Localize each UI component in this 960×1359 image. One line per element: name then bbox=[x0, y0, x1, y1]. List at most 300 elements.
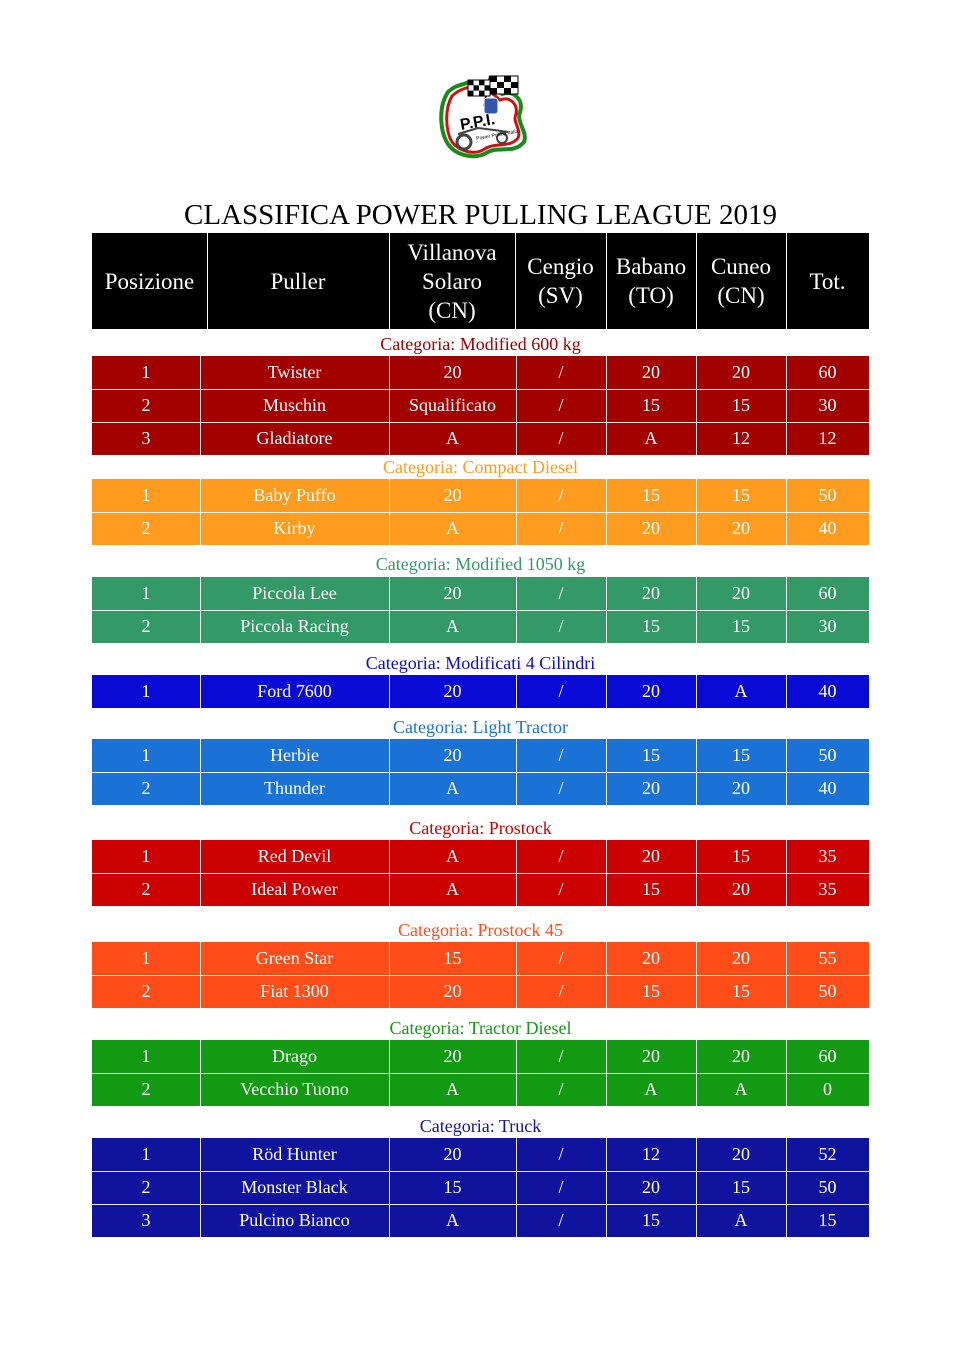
cell-divider bbox=[606, 356, 607, 389]
cell-divider bbox=[786, 772, 787, 805]
cell-divider bbox=[786, 512, 787, 545]
cell-total: 0 bbox=[823, 1079, 832, 1099]
cell-divider bbox=[389, 975, 390, 1008]
cell-puller: Vecchio Tuono bbox=[240, 1079, 349, 1099]
cell-babano: 15 bbox=[642, 395, 660, 415]
table-header bbox=[92, 233, 869, 329]
cell-divider bbox=[606, 675, 607, 708]
cell-cengio: / bbox=[558, 681, 564, 701]
cell-villanova: 15 bbox=[443, 1177, 462, 1197]
row-divider bbox=[92, 772, 869, 773]
row-divider bbox=[92, 975, 869, 976]
table-row bbox=[92, 675, 869, 708]
cell-divider bbox=[696, 873, 697, 906]
cell-divider bbox=[606, 389, 607, 422]
table-row bbox=[92, 772, 869, 805]
cell-cuneo: 20 bbox=[732, 879, 750, 899]
cell-divider bbox=[200, 675, 201, 708]
cell-villanova: A bbox=[446, 778, 459, 798]
table-row bbox=[92, 840, 869, 873]
cell-cuneo: A bbox=[734, 681, 748, 701]
table-row bbox=[92, 422, 869, 455]
cell-divider bbox=[516, 1171, 517, 1204]
table-row bbox=[92, 1040, 869, 1073]
cell-babano: A bbox=[644, 1079, 658, 1099]
cell-puller: Gladiatore bbox=[256, 428, 333, 448]
cell-position: 1 bbox=[141, 583, 151, 603]
cell-divider bbox=[516, 1204, 517, 1237]
cell-villanova: 20 bbox=[443, 583, 462, 603]
cell-divider bbox=[200, 512, 201, 545]
cell-divider bbox=[786, 675, 787, 708]
cell-divider bbox=[606, 942, 607, 975]
row-divider bbox=[92, 1073, 869, 1074]
cell-puller: Baby Puffo bbox=[253, 485, 336, 505]
cell-divider bbox=[696, 1073, 697, 1106]
cell-puller: Herbie bbox=[270, 745, 319, 765]
cell-position: 3 bbox=[141, 1210, 151, 1230]
cell-total: 50 bbox=[818, 981, 837, 1001]
cell-divider bbox=[696, 1138, 697, 1171]
cell-puller: Pulcino Bianco bbox=[239, 1210, 350, 1230]
cell-divider bbox=[389, 1204, 390, 1237]
cell-villanova: 20 bbox=[443, 681, 462, 701]
cell-divider bbox=[786, 422, 787, 455]
cell-position: 1 bbox=[141, 362, 151, 382]
cell-total: 15 bbox=[818, 1210, 837, 1230]
cell-puller: Twister bbox=[267, 362, 322, 382]
cell-cengio: / bbox=[558, 879, 564, 899]
cell-villanova: 20 bbox=[443, 485, 462, 505]
cell-divider bbox=[786, 389, 787, 422]
cell-divider bbox=[606, 873, 607, 906]
table-row bbox=[92, 975, 869, 1008]
cell-position: 2 bbox=[141, 778, 151, 798]
cell-cengio: / bbox=[558, 485, 564, 505]
cell-divider bbox=[389, 422, 390, 455]
cell-divider bbox=[516, 942, 517, 975]
cell-divider bbox=[696, 675, 697, 708]
cell-cengio: / bbox=[558, 846, 564, 866]
cell-cengio: / bbox=[558, 1210, 564, 1230]
cell-divider bbox=[786, 1073, 787, 1106]
ppi-logo bbox=[428, 72, 532, 168]
table-row bbox=[92, 942, 869, 975]
column-header-cengio: Cengio (SV) bbox=[527, 254, 594, 308]
cell-cuneo: 15 bbox=[732, 745, 750, 765]
cell-cuneo: 20 bbox=[732, 948, 750, 968]
category-label: Categoria: Prostock bbox=[409, 818, 552, 838]
cell-cengio: / bbox=[558, 948, 564, 968]
cell-cengio: / bbox=[558, 1079, 564, 1099]
cell-divider bbox=[786, 1204, 787, 1237]
cell-babano: 15 bbox=[642, 485, 660, 505]
cell-position: 1 bbox=[141, 745, 151, 765]
cell-divider bbox=[389, 942, 390, 975]
cell-position: 2 bbox=[141, 1079, 151, 1099]
cell-cengio: / bbox=[558, 362, 564, 382]
table-row bbox=[92, 1138, 869, 1171]
table-row bbox=[92, 577, 869, 610]
cell-puller: Ideal Power bbox=[251, 879, 338, 899]
cell-puller: Drago bbox=[272, 1046, 317, 1066]
cell-divider bbox=[200, 772, 201, 805]
cell-cengio: / bbox=[558, 745, 564, 765]
cell-divider bbox=[516, 512, 517, 545]
cell-cuneo: 20 bbox=[732, 1144, 750, 1164]
column-divider bbox=[606, 233, 607, 329]
cell-cuneo: 15 bbox=[732, 616, 750, 636]
cell-total: 50 bbox=[818, 745, 837, 765]
cell-babano: 20 bbox=[642, 1046, 660, 1066]
cell-divider bbox=[389, 1138, 390, 1171]
cell-divider bbox=[389, 479, 390, 512]
cell-divider bbox=[516, 1138, 517, 1171]
cell-babano: 15 bbox=[642, 981, 660, 1001]
cell-divider bbox=[606, 1171, 607, 1204]
cell-total: 40 bbox=[818, 778, 837, 798]
cell-divider bbox=[516, 356, 517, 389]
cell-villanova: A bbox=[446, 846, 459, 866]
cell-divider bbox=[516, 840, 517, 873]
table-row bbox=[92, 356, 869, 389]
cell-villanova: 20 bbox=[443, 362, 462, 382]
cell-divider bbox=[606, 840, 607, 873]
cell-total: 60 bbox=[818, 583, 837, 603]
category-label: Categoria: Prostock 45 bbox=[398, 920, 563, 940]
cell-babano: 15 bbox=[642, 616, 660, 636]
cell-puller: Piccola Racing bbox=[240, 616, 349, 636]
cell-cengio: / bbox=[558, 1144, 564, 1164]
cell-divider bbox=[606, 772, 607, 805]
cell-position: 2 bbox=[141, 616, 151, 636]
cell-divider bbox=[389, 772, 390, 805]
cell-divider bbox=[696, 610, 697, 643]
cell-divider bbox=[696, 577, 697, 610]
cell-divider bbox=[389, 675, 390, 708]
cell-divider bbox=[200, 422, 201, 455]
cell-divider bbox=[389, 840, 390, 873]
cell-divider bbox=[786, 975, 787, 1008]
cell-divider bbox=[696, 840, 697, 873]
cell-babano: 15 bbox=[642, 745, 660, 765]
cell-position: 2 bbox=[141, 518, 151, 538]
cell-villanova: 20 bbox=[443, 1046, 462, 1066]
cell-divider bbox=[389, 873, 390, 906]
cell-divider bbox=[200, 873, 201, 906]
category-label: Categoria: Light Tractor bbox=[393, 717, 568, 737]
cell-cuneo: 20 bbox=[732, 518, 750, 538]
cell-cengio: / bbox=[558, 778, 564, 798]
cell-total: 52 bbox=[818, 1144, 837, 1164]
cell-villanova: A bbox=[446, 428, 459, 448]
cell-villanova: 20 bbox=[443, 1144, 462, 1164]
cell-puller: Ford 7600 bbox=[257, 681, 332, 701]
cell-divider bbox=[516, 610, 517, 643]
cell-divider bbox=[696, 975, 697, 1008]
cell-position: 2 bbox=[141, 879, 151, 899]
cell-divider bbox=[696, 1171, 697, 1204]
cell-divider bbox=[389, 512, 390, 545]
cell-divider bbox=[389, 1171, 390, 1204]
cell-divider bbox=[389, 356, 390, 389]
cell-total: 60 bbox=[818, 1046, 837, 1066]
cell-cengio: / bbox=[558, 428, 564, 448]
cell-puller: Monster Black bbox=[241, 1177, 348, 1197]
cell-divider bbox=[606, 512, 607, 545]
cell-position: 2 bbox=[141, 981, 151, 1001]
cell-position: 1 bbox=[141, 1144, 151, 1164]
cell-divider bbox=[606, 1073, 607, 1106]
cell-total: 50 bbox=[818, 1177, 837, 1197]
cell-divider bbox=[516, 1073, 517, 1106]
cell-cengio: / bbox=[558, 981, 564, 1001]
cell-babano: 20 bbox=[642, 778, 660, 798]
cell-divider bbox=[200, 942, 201, 975]
column-divider bbox=[696, 233, 697, 329]
cell-divider bbox=[696, 942, 697, 975]
cell-cuneo: 20 bbox=[732, 778, 750, 798]
cell-divider bbox=[786, 577, 787, 610]
cell-divider bbox=[606, 422, 607, 455]
table-row bbox=[92, 512, 869, 545]
category-label: Categoria: Truck bbox=[419, 1116, 542, 1136]
cell-divider bbox=[200, 840, 201, 873]
cell-position: 2 bbox=[141, 1177, 151, 1197]
cell-cengio: / bbox=[558, 518, 564, 538]
cell-villanova: A bbox=[446, 518, 459, 538]
cell-puller: Piccola Lee bbox=[252, 583, 337, 603]
table-row bbox=[92, 739, 869, 772]
cell-cengio: / bbox=[558, 1177, 564, 1197]
cell-divider bbox=[389, 1040, 390, 1073]
cell-divider bbox=[606, 610, 607, 643]
column-header-puller: Puller bbox=[270, 268, 326, 294]
cell-cuneo: 20 bbox=[732, 1046, 750, 1066]
cell-divider bbox=[200, 1171, 201, 1204]
row-divider bbox=[92, 1171, 869, 1172]
cell-divider bbox=[200, 1073, 201, 1106]
cell-babano: 20 bbox=[642, 518, 660, 538]
column-divider bbox=[786, 233, 787, 329]
row-divider bbox=[92, 610, 869, 611]
cell-divider bbox=[786, 739, 787, 772]
cell-total: 50 bbox=[818, 485, 837, 505]
cell-divider bbox=[200, 1040, 201, 1073]
cell-divider bbox=[696, 512, 697, 545]
cell-divider bbox=[200, 1138, 201, 1171]
cell-divider bbox=[696, 739, 697, 772]
cell-divider bbox=[606, 975, 607, 1008]
cell-babano: 20 bbox=[642, 1177, 660, 1197]
cell-babano: 20 bbox=[642, 948, 660, 968]
cell-cengio: / bbox=[558, 1046, 564, 1066]
cell-divider bbox=[786, 873, 787, 906]
table-row bbox=[92, 1073, 869, 1106]
cell-total: 40 bbox=[818, 681, 837, 701]
cell-babano: 15 bbox=[642, 1210, 660, 1230]
cell-divider bbox=[516, 389, 517, 422]
row-divider bbox=[92, 873, 869, 874]
cell-puller: Red Devil bbox=[257, 846, 332, 866]
cell-divider bbox=[389, 610, 390, 643]
cell-babano: 15 bbox=[642, 879, 660, 899]
cell-divider bbox=[200, 975, 201, 1008]
page-title: CLASSIFICA POWER PULLING LEAGUE 2019 bbox=[184, 199, 777, 231]
column-header-total: Tot. bbox=[809, 268, 846, 294]
cell-babano: 20 bbox=[642, 583, 660, 603]
cell-divider bbox=[200, 739, 201, 772]
category-label: Categoria: Compact Diesel bbox=[383, 457, 578, 477]
cell-divider bbox=[516, 479, 517, 512]
cell-total: 60 bbox=[818, 362, 837, 382]
cell-divider bbox=[200, 356, 201, 389]
cell-puller: Röd Hunter bbox=[252, 1144, 337, 1164]
cell-villanova: A bbox=[446, 616, 459, 636]
cell-total: 12 bbox=[818, 428, 837, 448]
cell-villanova: A bbox=[446, 1210, 459, 1230]
cell-cengio: / bbox=[558, 616, 564, 636]
cell-divider bbox=[200, 1204, 201, 1237]
cell-divider bbox=[606, 479, 607, 512]
cell-position: 1 bbox=[141, 681, 151, 701]
cell-cuneo: 12 bbox=[732, 428, 750, 448]
cell-divider bbox=[516, 975, 517, 1008]
cell-cuneo: A bbox=[734, 1079, 748, 1099]
cell-divider bbox=[389, 739, 390, 772]
cell-position: 1 bbox=[141, 846, 151, 866]
cell-villanova: 20 bbox=[443, 981, 462, 1001]
cell-babano: A bbox=[644, 428, 658, 448]
cell-position: 3 bbox=[141, 428, 151, 448]
cell-divider bbox=[786, 1171, 787, 1204]
cell-divider bbox=[200, 479, 201, 512]
cell-villanova: 15 bbox=[443, 948, 462, 968]
cell-cuneo: 15 bbox=[732, 846, 750, 866]
cell-divider bbox=[606, 739, 607, 772]
cell-divider bbox=[786, 1138, 787, 1171]
row-divider bbox=[92, 512, 869, 513]
cell-cuneo: 15 bbox=[732, 981, 750, 1001]
category-label: Categoria: Tractor Diesel bbox=[389, 1018, 572, 1038]
cell-cuneo: 20 bbox=[732, 583, 750, 603]
cell-divider bbox=[696, 479, 697, 512]
cell-divider bbox=[516, 873, 517, 906]
row-divider bbox=[92, 389, 869, 390]
cell-divider bbox=[696, 1040, 697, 1073]
cell-divider bbox=[786, 942, 787, 975]
cell-total: 35 bbox=[818, 879, 837, 899]
cell-divider bbox=[389, 1073, 390, 1106]
cell-position: 1 bbox=[141, 1046, 151, 1066]
category-label: Categoria: Modificati 4 Cilindri bbox=[365, 653, 596, 673]
cell-divider bbox=[696, 1204, 697, 1237]
table-row bbox=[92, 389, 869, 422]
cell-divider bbox=[516, 577, 517, 610]
cell-divider bbox=[516, 739, 517, 772]
cell-divider bbox=[516, 422, 517, 455]
cell-babano: 20 bbox=[642, 681, 660, 701]
cell-cuneo: 20 bbox=[732, 362, 750, 382]
cell-total: 30 bbox=[818, 395, 837, 415]
row-divider bbox=[92, 422, 869, 423]
cell-divider bbox=[786, 1040, 787, 1073]
cell-cuneo: 15 bbox=[732, 1177, 750, 1197]
cell-divider bbox=[786, 479, 787, 512]
cell-divider bbox=[696, 356, 697, 389]
cell-position: 1 bbox=[141, 485, 151, 505]
table-row bbox=[92, 1171, 869, 1204]
column-divider bbox=[515, 233, 516, 329]
cell-divider bbox=[516, 675, 517, 708]
cell-total: 30 bbox=[818, 616, 837, 636]
table-row bbox=[92, 873, 869, 906]
cell-divider bbox=[606, 577, 607, 610]
cell-babano: 20 bbox=[642, 846, 660, 866]
cell-divider bbox=[200, 610, 201, 643]
cell-divider bbox=[696, 389, 697, 422]
cell-divider bbox=[389, 577, 390, 610]
cell-divider bbox=[786, 840, 787, 873]
cell-babano: 12 bbox=[642, 1144, 660, 1164]
cell-divider bbox=[606, 1040, 607, 1073]
category-label: Categoria: Modified 1050 kg bbox=[375, 554, 586, 574]
cell-villanova: A bbox=[446, 879, 459, 899]
cell-puller: Green Star bbox=[255, 948, 334, 968]
cell-divider bbox=[786, 610, 787, 643]
cell-total: 35 bbox=[818, 846, 837, 866]
ppi-logo-icon bbox=[428, 72, 532, 168]
svg-text:P.P.I.: P.P.I. bbox=[458, 111, 497, 134]
cell-divider bbox=[606, 1204, 607, 1237]
cell-divider bbox=[516, 1040, 517, 1073]
cell-cengio: / bbox=[558, 583, 564, 603]
column-divider bbox=[389, 233, 390, 329]
cell-cuneo: 15 bbox=[732, 395, 750, 415]
cell-total: 55 bbox=[818, 948, 837, 968]
row-divider bbox=[92, 1204, 869, 1205]
column-header-babano: Babano (TO) bbox=[615, 254, 687, 308]
cell-puller: Fiat 1300 bbox=[260, 981, 329, 1001]
cell-divider bbox=[606, 1138, 607, 1171]
cell-cuneo: A bbox=[734, 1210, 748, 1230]
cell-villanova: Squalificato bbox=[409, 395, 496, 415]
cell-cengio: / bbox=[558, 395, 564, 415]
column-header-cuneo: Cuneo (CN) bbox=[710, 254, 772, 308]
column-divider bbox=[207, 233, 208, 329]
cell-cuneo: 15 bbox=[732, 485, 750, 505]
category-label: Categoria: Modified 600 kg bbox=[380, 334, 581, 354]
cell-divider bbox=[786, 356, 787, 389]
cell-babano: 20 bbox=[642, 362, 660, 382]
table-row bbox=[92, 479, 869, 512]
cell-divider bbox=[516, 772, 517, 805]
cell-villanova: A bbox=[446, 1079, 459, 1099]
cell-divider bbox=[696, 422, 697, 455]
cell-divider bbox=[200, 389, 201, 422]
svg-text:Power Pulling Italia: Power Pulling Italia bbox=[475, 128, 519, 143]
cell-divider bbox=[696, 772, 697, 805]
cell-divider bbox=[200, 577, 201, 610]
table-row bbox=[92, 1204, 869, 1237]
cell-puller: Kirby bbox=[273, 518, 316, 538]
table-row bbox=[92, 610, 869, 643]
cell-villanova: 20 bbox=[443, 745, 462, 765]
cell-puller: Thunder bbox=[264, 778, 325, 798]
cell-puller: Muschin bbox=[263, 395, 326, 415]
cell-total: 40 bbox=[818, 518, 837, 538]
cell-position: 2 bbox=[141, 395, 151, 415]
